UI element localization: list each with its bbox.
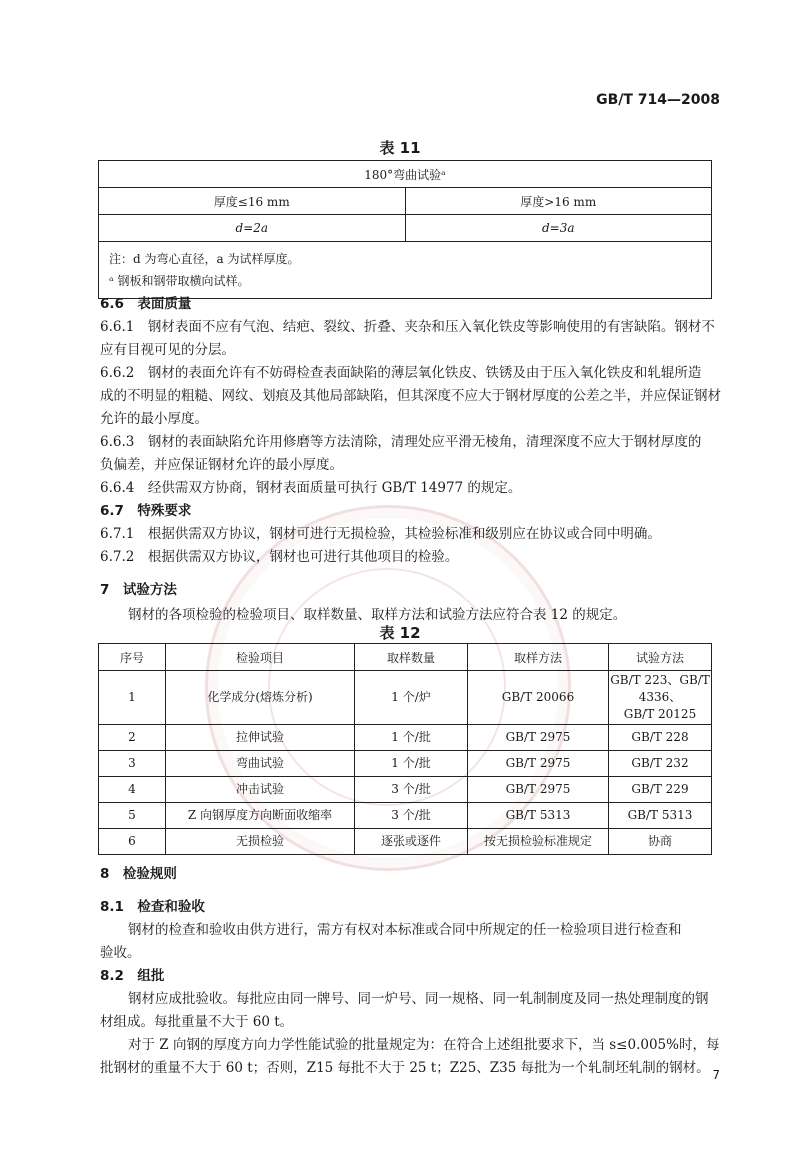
table12-title: 表 12 (379, 624, 421, 642)
table-cell: 1 个/炉 (355, 671, 468, 725)
table11-note: 注：d 为弯心直径，a 为试样厚度。 (109, 252, 300, 266)
table12 (98, 643, 712, 855)
paragraph-line: 6.6.2 钢材的表面允许有不妨碍检查表面缺陷的薄层氧化铁皮、铁锈及由于压入氧化铁皮和轧辊所造 (100, 365, 702, 381)
table-row (99, 671, 712, 725)
paragraph-line: 6.7.1 根据供需双方协议，钢材可进行无损检验，其检验标准和级别应在协议或合同中明确。 (100, 526, 661, 542)
page-number: 7 (712, 1068, 720, 1082)
section-7-title: 7 试验方法 (100, 582, 177, 598)
table-cell: 5 (99, 803, 166, 829)
table11-value: d=3a (405, 215, 712, 242)
table-cell: 无损检验 (166, 829, 355, 855)
table-cell: 逐张或逐件 (355, 829, 468, 855)
table12-header: 序号 (99, 644, 166, 671)
table-cell: 协商 (609, 829, 712, 855)
document-code: GB/T 714—2008 (596, 92, 720, 108)
section-6-7-title: 6.7 特殊要求 (100, 503, 192, 519)
table-row (99, 751, 712, 777)
table-cell: 1 个/批 (355, 725, 468, 751)
section-6-6-title: 6.6 表面质量 (100, 296, 192, 312)
paragraph-line: 6.7.2 根据供需双方协议，钢材也可进行其他项目的检验。 (100, 549, 459, 565)
paragraph-line: 批钢材的重量不大于 60 t；否则，Z15 每批不大于 25 t；Z25、Z35 每批为一个轧制坯轧制的钢材。 (100, 1060, 710, 1076)
section-8-1-title: 8.1 检查和验收 (100, 899, 205, 915)
table-cell: 弯曲试验 (166, 751, 355, 777)
table-cell: GB/T 2975 (468, 777, 609, 803)
paragraph-line: 成的不明显的粗糙、网纹、划痕及其他局部缺陷，但其深度不应大于钢材厚度的公差之半，并应保证钢材 (100, 388, 721, 404)
table-cell: 化学成分(熔炼分析) (166, 671, 355, 725)
table11-title: 表 11 (379, 139, 421, 157)
table-row (99, 803, 712, 829)
section-8-title: 8 检验规则 (100, 866, 177, 882)
paragraph-line: 6.6.3 钢材的表面缺陷允许用修磨等方法清除，清理处应平滑无棱角，清理深度不应大于钢材厚度的 (100, 434, 702, 450)
table12-header: 取样方法 (468, 644, 609, 671)
table12-header: 试验方法 (609, 644, 712, 671)
table-cell: 1 个/批 (355, 751, 468, 777)
table-row (99, 829, 712, 855)
table-cell: 按无损检验标准规定 (468, 829, 609, 855)
table11 (98, 160, 712, 299)
table-cell: GB/T 5313 (468, 803, 609, 829)
table-cell-line: GB/T 20125 (623, 707, 697, 721)
table-cell: 2 (99, 725, 166, 751)
table-cell: GB/T 2975 (468, 751, 609, 777)
table-row (99, 777, 712, 803)
paragraph-line: 钢材应成批验收。每批应由同一牌号、同一炉号、同一规格、同一轧制制度及同一热处理制度的钢 (128, 991, 709, 1007)
table11-top-header: 180°弯曲试验ᵃ (99, 161, 712, 188)
paragraph-line: 材组成。每批重量不大于 60 t。 (100, 1014, 294, 1030)
paragraph-line: 负偏差，并应保证钢材允许的最小厚度。 (100, 457, 343, 473)
table-cell: 1 (99, 671, 166, 725)
table-cell: 3 (99, 751, 166, 777)
paragraph-line: 允许的最小厚度。 (100, 411, 208, 427)
table-cell: 4 (99, 777, 166, 803)
paragraph-line: 钢材的检查和验收由供方进行，需方有权对本标准或合同中所规定的任一检验项目进行检查和 (128, 922, 682, 938)
table-cell: 6 (99, 829, 166, 855)
table-cell: 3 个/批 (355, 777, 468, 803)
table-cell: 冲击试验 (166, 777, 355, 803)
table-cell: 拉伸试验 (166, 725, 355, 751)
paragraph-line: 验收。 (100, 945, 141, 961)
table-cell-line: GB/T 223、GB/T 4336、 (610, 673, 710, 704)
paragraph-line: 应有目视可见的分层。 (100, 342, 235, 358)
paragraph-line: 6.6.4 经供需双方协商，钢材表面质量可执行 GB/T 14977 的规定。 (100, 480, 522, 496)
table-cell: GB/T 5313 (609, 803, 712, 829)
paragraph-line: 6.6.1 钢材表面不应有气泡、结疤、裂纹、折叠、夹杂和压入氧化铁皮等影响使用的有害缺陷。钢材不 (100, 319, 715, 335)
section-8-2-title: 8.2 组批 (100, 968, 165, 984)
table-row (99, 725, 712, 751)
table12-header: 取样数量 (355, 644, 468, 671)
table-cell: GB/T 20066 (468, 671, 609, 725)
table-cell: GB/T 2975 (468, 725, 609, 751)
table-cell: GB/T 232 (609, 751, 712, 777)
paragraph-line: 钢材的各项检验的检验项目、取样数量、取样方法和试验方法应符合表 12 的规定。 (128, 607, 627, 623)
table-cell: GB/T 228 (609, 725, 712, 751)
paragraph-line: 对于 Z 向钢的厚度方向力学性能试验的批量规定为：在符合上述组批要求下，当 s≤0.005%时，每 (128, 1037, 720, 1053)
table-cell: GB/T 229 (609, 777, 712, 803)
table11-footnote: ᵃ 钢板和钢带取横向试样。 (109, 274, 250, 288)
table11-col-header: 厚度>16 mm (405, 188, 712, 215)
table-cell (609, 671, 712, 725)
table11-col-header: 厚度≤16 mm (99, 188, 406, 215)
table-cell: 3 个/批 (355, 803, 468, 829)
table11-notes (99, 242, 712, 299)
table12-header: 检验项目 (166, 644, 355, 671)
table11-value: d=2a (99, 215, 406, 242)
table-cell: Z 向钢厚度方向断面收缩率 (166, 803, 355, 829)
